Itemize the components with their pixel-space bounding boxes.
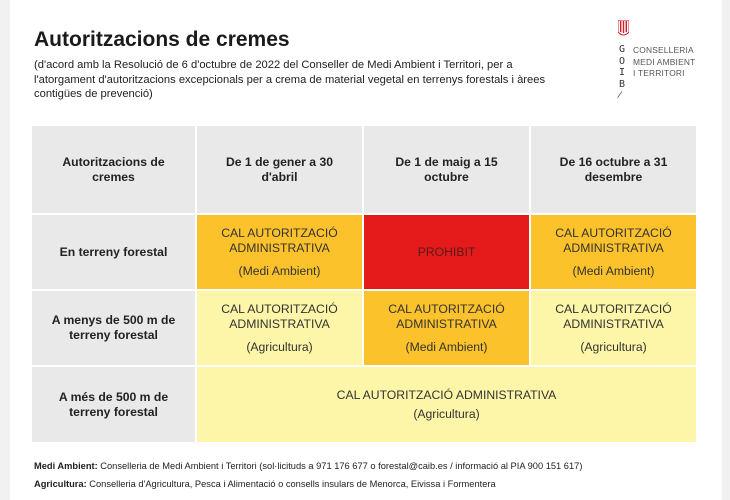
cell-status-line: CAL AUTORITZACIÓ	[388, 301, 505, 316]
cell-status-line: CAL AUTORITZACIÓ	[221, 301, 338, 316]
cell-authority: (Agricultura)	[580, 339, 647, 354]
logo-line: MEDI AMBIENT	[633, 56, 696, 67]
cell-authority: (Medi Ambient)	[238, 263, 321, 278]
table-cell	[364, 215, 531, 291]
row-header: En terreny forestal	[32, 215, 197, 291]
footer-agricultura	[34, 475, 582, 493]
column-header: De 1 de gener a 30 d'abril	[197, 126, 364, 215]
footer-medi-ambient	[34, 457, 582, 475]
table-cell-merged	[197, 367, 698, 444]
page-title: Autoritzacions de cremes	[34, 28, 290, 51]
logo-department	[633, 45, 695, 80]
logo-letter: B	[619, 78, 626, 90]
column-header: De 16 octubre a 31 desembre	[531, 126, 698, 215]
cell-status-line: CAL AUTORITZACIÓ	[221, 225, 338, 240]
footer-label: Agricultura:	[34, 479, 87, 489]
footer-text: Conselleria de Medi Ambient i Territori (sol·licituds a 971 176 677 o forestal@caib.es / informació al PIA 900 151 617)	[100, 461, 583, 471]
cell-authority: (Medi Ambient)	[572, 263, 655, 278]
page-subtitle: (d'acord amb la Resolució de 6 d'octubre de 2022 del Conseller de Medi Ambient i Territori, per a l'atorgament d'autoritzacions excepcionals per a crema de material vegetal en terrenys forestals i àrees contigües de prevenció)	[34, 59, 546, 100]
logo-line: CONSELLERIA	[633, 45, 694, 55]
table-cell	[197, 291, 364, 367]
column-header: De 1 de maig a 15 octubre	[364, 126, 531, 215]
footer-text: Conselleria d'Agricultura, Pesca i Alimentació o consells insulars de Menorca, Eivissa i Formentera	[89, 479, 496, 489]
footer-notes	[34, 457, 582, 493]
cell-status-line: CAL AUTORITZACIÓ	[555, 225, 672, 240]
logo-letters	[619, 44, 631, 90]
authorization-table	[32, 126, 698, 444]
cell-status-line: ADMINISTRATIVA	[563, 240, 664, 255]
cell-status-line: ADMINISTRATIVA	[563, 316, 664, 331]
logo-letter: O	[619, 55, 626, 67]
footer-label: Medi Ambient:	[34, 461, 98, 471]
logo-line: I TERRITORI	[633, 68, 685, 78]
cell-status-line: CAL AUTORITZACIÓ	[555, 301, 672, 316]
govern-logo	[615, 20, 715, 110]
cell-authority: (Agricultura)	[246, 339, 313, 354]
logo-letter: I	[619, 67, 626, 78]
row-header: A menys de 500 m de terreny forestal	[32, 291, 197, 367]
cell-authority: (Medi Ambient)	[405, 339, 488, 354]
row-header: A més de 500 m de terreny forestal	[32, 367, 197, 444]
table-cell	[531, 215, 698, 291]
cell-authority: (Agricultura)	[413, 406, 480, 421]
logo-letter: G	[619, 44, 626, 55]
table-cell	[364, 291, 531, 367]
cell-status-line: PROHIBIT	[417, 244, 476, 259]
cell-status-line: ADMINISTRATIVA	[229, 316, 330, 331]
cell-status-line: ADMINISTRATIVA	[396, 316, 497, 331]
cell-status-line: ADMINISTRATIVA	[229, 240, 330, 255]
table-cell	[531, 291, 698, 367]
logo-slash-icon: /	[616, 89, 623, 102]
table-corner-header: Autoritzacions de cremes	[32, 126, 197, 215]
table-cell	[197, 215, 364, 291]
cell-status-line: CAL AUTORITZACIÓ ADMINISTRATIVA	[336, 387, 557, 402]
crest-icon	[618, 20, 629, 38]
document-page	[10, 0, 722, 500]
